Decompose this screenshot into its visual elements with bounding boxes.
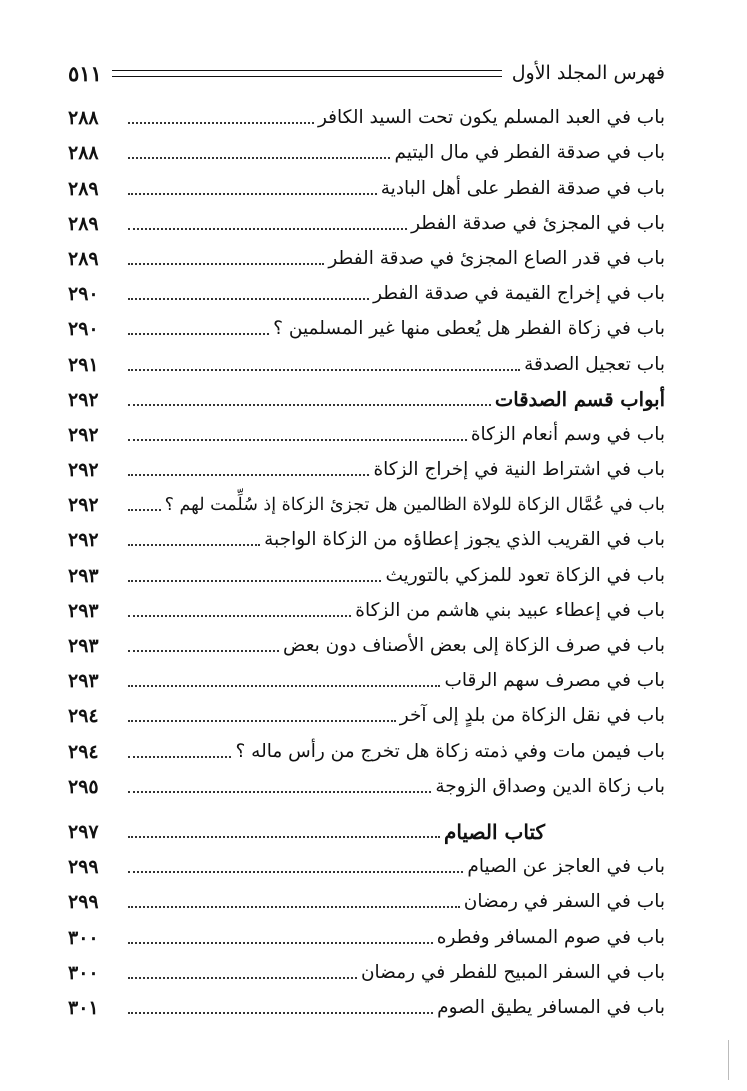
toc-entry — [68, 239, 665, 274]
entry-title: باب في المجزئ في صدقة الفطر — [411, 212, 665, 234]
entry-title: باب في الزكاة تعود للمزكي بالتوريث — [385, 564, 665, 586]
entry-page-number: ٢٩٢ — [68, 529, 99, 552]
toc-entry — [68, 520, 665, 555]
toc-entry — [68, 917, 665, 952]
dot-leader — [128, 544, 260, 546]
toc-entry — [68, 626, 665, 661]
entry-page-number: ٢٩١ — [68, 353, 99, 376]
toc-entry — [68, 309, 665, 344]
entry-page-number: ٢٨٨ — [68, 107, 99, 130]
entry-title: باب في القريب الذي يجوز إعطاؤه من الزكاة الواجبة — [264, 529, 665, 551]
entry-page-number: ٢٩٩ — [68, 856, 99, 879]
toc-entry — [68, 988, 665, 1023]
entry-page-number: ٢٩٣ — [68, 670, 99, 693]
dot-leader — [128, 439, 467, 441]
entry-page-number: ٢٨٩ — [68, 177, 99, 200]
dot-leader — [128, 685, 440, 687]
entry-page-number: ٢٩٢ — [68, 494, 99, 517]
entry-title: باب في قدر الصاع المجزئ في صدقة الفطر — [328, 247, 665, 269]
entry-title: باب في صدقة الفطر على أهل البادية — [380, 177, 665, 199]
toc-entry — [68, 882, 665, 917]
entry-title: باب في العاجز عن الصيام — [467, 856, 665, 878]
entry-page-number: ٢٩٧ — [68, 820, 99, 843]
dot-leader — [128, 298, 369, 300]
toc-entry — [68, 767, 665, 802]
toc-section-heading — [68, 380, 665, 415]
running-header — [68, 58, 665, 88]
toc-entry — [68, 274, 665, 309]
entry-title: باب في صرف الزكاة إلى بعض الأصناف دون بعض — [283, 635, 665, 656]
entry-title: باب في المسافر يطيق الصوم — [437, 996, 665, 1018]
dot-leader — [128, 404, 491, 406]
entry-title: كتاب الصيام — [444, 819, 545, 844]
entry-page-number: ٣٠١ — [68, 996, 99, 1019]
toc-entry — [68, 555, 665, 590]
entry-page-number: ٢٩٣ — [68, 635, 99, 657]
dot-leader — [128, 228, 407, 230]
entry-title: أبواب قسم الصدقات — [494, 387, 665, 411]
dot-leader — [128, 756, 231, 758]
entry-page-number: ٢٩٤ — [68, 705, 99, 728]
dot-leader — [128, 122, 314, 124]
toc-entry — [68, 953, 665, 988]
entry-page-number: ٢٩٤ — [68, 740, 99, 763]
dot-leader — [128, 720, 396, 722]
entry-title: باب في صدقة الفطر في مال اليتيم — [394, 142, 665, 164]
toc-entry — [68, 415, 665, 450]
entry-title: باب في السفر في رمضان — [463, 891, 665, 913]
dot-leader — [128, 615, 351, 617]
header-page-number: ٥١١ — [68, 60, 102, 86]
toc-entry — [68, 98, 665, 133]
entry-page-number: ٢٨٩ — [68, 247, 99, 270]
entry-title: باب زكاة الدين وصداق الزوجة — [435, 775, 665, 797]
margin-mark — [728, 1040, 729, 1080]
entry-title: باب تعجيل الصدقة — [524, 353, 665, 375]
dot-leader — [128, 871, 463, 873]
entry-title: باب في السفر المبيح للفطر في رمضان — [360, 961, 665, 983]
toc-entry — [68, 168, 665, 203]
entry-page-number: ٢٩٠ — [68, 318, 99, 341]
dot-leader — [128, 906, 460, 908]
entry-page-number: ٢٩٥ — [68, 775, 99, 798]
toc-book-heading — [68, 812, 665, 847]
header-title: فهرس المجلد الأول — [511, 62, 665, 84]
entry-page-number: ٣٠٠ — [68, 961, 99, 984]
dot-leader — [128, 791, 431, 793]
entry-page-number: ٢٨٨ — [68, 142, 99, 165]
dot-leader — [128, 157, 390, 159]
toc-entry — [68, 591, 665, 626]
toc-entry — [68, 696, 665, 731]
entry-title: باب في اشتراط النية في إخراج الزكاة — [373, 459, 665, 481]
entry-title: باب في العبد المسلم يكون تحت السيد الكافر — [317, 107, 665, 129]
dot-leader — [128, 333, 269, 335]
dot-leader — [128, 977, 357, 979]
entry-page-number: ٢٩٢ — [68, 459, 99, 482]
toc-entry — [68, 133, 665, 168]
entry-title: باب في زكاة الفطر هل يُعطى منها غير المسلمين ؟ — [273, 318, 665, 340]
toc-entry — [68, 485, 665, 520]
dot-leader — [128, 193, 377, 195]
dot-leader — [128, 836, 440, 838]
header-rule — [112, 70, 502, 77]
entry-page-number: ٢٩٢ — [68, 423, 99, 446]
dot-leader — [128, 369, 520, 371]
dot-leader — [128, 942, 433, 944]
entry-page-number: ٣٠٠ — [68, 926, 99, 949]
toc-entry — [68, 847, 665, 882]
table-of-contents — [68, 98, 665, 1023]
entry-page-number: ٢٨٩ — [68, 212, 99, 235]
entry-title: باب في عُمَّال الزكاة للولاة الظالمين هل تجزئ الزكاة إذ سُلِّمت لهم ؟ — [164, 495, 665, 516]
entry-page-number: ٢٩٣ — [68, 599, 99, 622]
dot-leader — [128, 474, 369, 476]
dot-leader — [128, 263, 324, 265]
dot-leader — [128, 580, 381, 582]
toc-entry — [68, 731, 665, 766]
entry-page-number: ٢٩٢ — [68, 388, 99, 411]
dot-leader — [128, 650, 279, 652]
toc-entry — [68, 450, 665, 485]
dot-leader — [128, 509, 161, 511]
dot-leader — [128, 1012, 433, 1014]
entry-title: باب فيمن مات وفي ذمته زكاة هل تخرج من رأس ماله ؟ — [235, 740, 665, 762]
entry-page-number: ٢٩٠ — [68, 283, 99, 306]
toc-entry — [68, 661, 665, 696]
entry-title: باب في إعطاء عبيد بني هاشم من الزكاة — [355, 599, 665, 621]
entry-title: باب في وسم أنعام الزكاة — [470, 423, 665, 445]
entry-title: باب في صوم المسافر وفطره — [436, 926, 665, 948]
entry-page-number: ٢٩٩ — [68, 891, 99, 914]
entry-title: باب في إخراج القيمة في صدقة الفطر — [373, 283, 665, 305]
entry-title: باب في نقل الزكاة من بلدٍ إلى آخر — [399, 705, 665, 727]
entry-page-number: ٢٩٣ — [68, 564, 99, 587]
entry-title: باب في مصرف سهم الرقاب — [444, 670, 665, 692]
toc-entry — [68, 204, 665, 239]
toc-entry — [68, 344, 665, 379]
